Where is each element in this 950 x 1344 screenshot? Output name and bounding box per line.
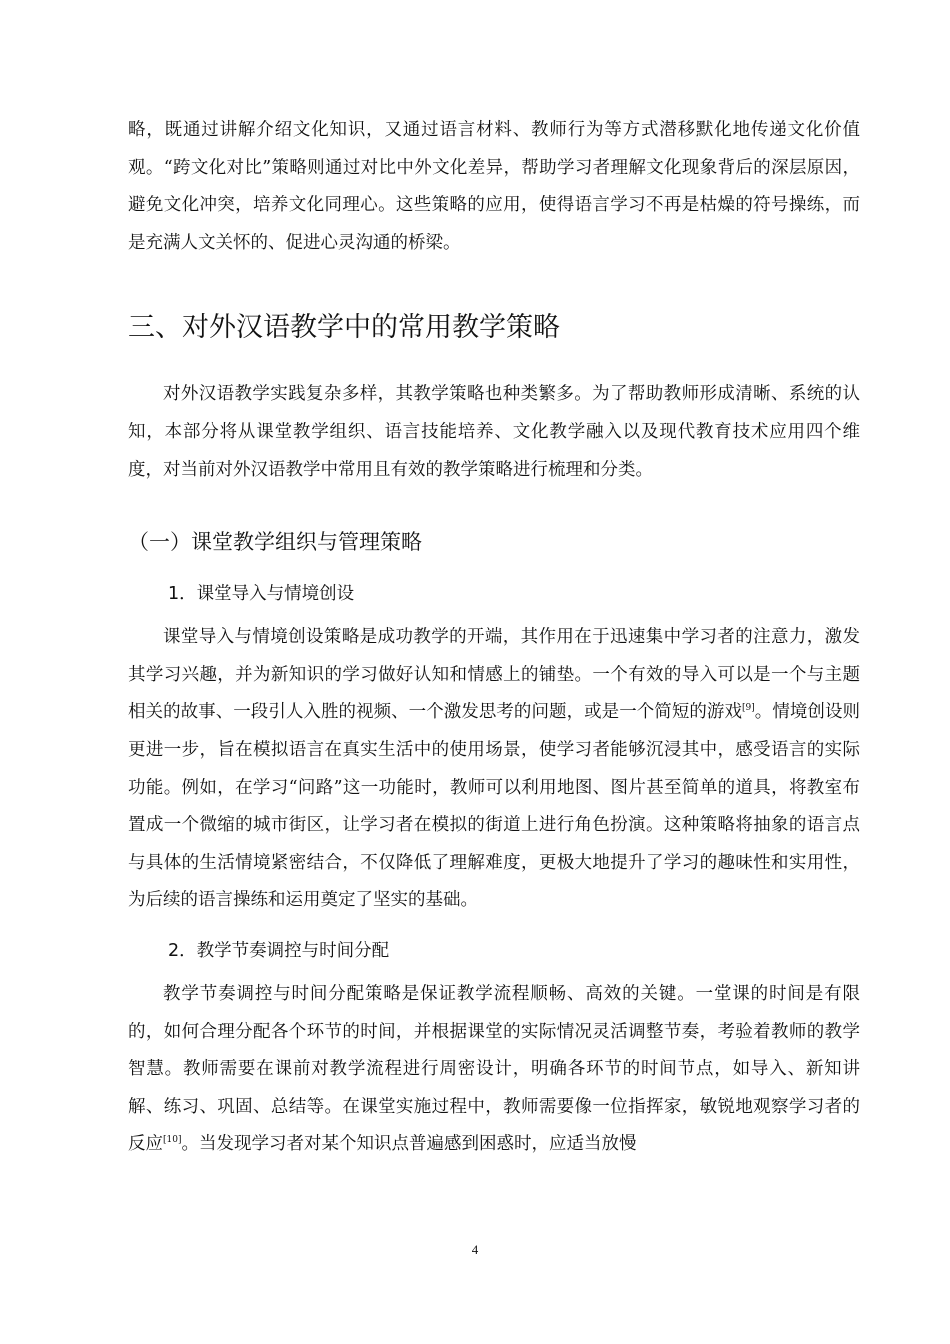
- item2-text-part1: 教学节奏调控与时间分配策略是保证教学流程顺畅、高效的关键。一堂课的时间是有限的，如何合理分配各个环节的时间，并根据课堂的实际情况灵活调整节奏，考验着教师的教学智慧。教师需要在课前对教学流程进行周密设计，明确各环节的时间节点，如导入、新知讲解、练习、巩固、总结等。在课堂实施过程中，教师需要像一位指挥家，敏锐地观察学习者的反应: [128, 983, 860, 1155]
- item1-text-part2: 。情境创设则更进一步，旨在模拟语言在真实生活中的使用场景，使学习者能够沉浸其中，感受语言的实际功能。例如，在学习“问路”这一功能时，教师可以利用地图、图片甚至简单的道具，将教室布置成一个微缩的城市街区，让学习者在模拟的街道上进行角色扮演。这种策略将抽象的语言点与具体的生活情境紧密结合，不仅降低了理解难度，更极大地提升了学习的趣味性和实用性，为后续的语言操练和运用奠定了坚实的基础。: [128, 702, 861, 911]
- item1-paragraph: [128, 619, 860, 920]
- document-page: [128, 112, 860, 1164]
- item-heading-1: 1．课堂导入与情境创设: [168, 584, 355, 605]
- citation-ref-10: [10]: [163, 1135, 182, 1146]
- section-title: 三、对外汉语教学中的常用教学策略: [128, 312, 560, 344]
- section-intro-paragraph: 对外汉语教学实践复杂多样，其教学策略也种类繁多。为了帮助教师形成清晰、系统的认知，本部分将从课堂教学组织、语言技能培养、文化教学融入以及现代教育技术应用四个维度，对当前对外汉语教学中常用且有效的教学策略进行梳理和分类。: [128, 384, 860, 480]
- subsection-title: （一）课堂教学组织与管理策略: [128, 530, 422, 555]
- item2-text-part2: 。当发现学习者对某个知识点普遍感到困惑时，应适当放慢: [181, 1134, 637, 1155]
- item-heading-2: 2．教学节奏调控与时间分配: [168, 940, 390, 961]
- citation-ref-9: [9]: [742, 703, 755, 714]
- intro-paragraph: 略，既通过讲解介绍文化知识，又通过语言材料、教师行为等方式潜移默化地传递文化价值观。“跨文化对比”策略则通过对比中外文化差异，帮助学习者理解文化现象背后的深层原因，避免文化冲突，培养文化同理心。这些策略的应用，使得语言学习不再是枯燥的符号操练，而是充满人文关怀的、促进心灵沟通的桥梁。: [128, 120, 860, 253]
- item2-paragraph: [128, 976, 860, 1164]
- item1-text-part1: 课堂导入与情境创设策略是成功教学的开端，其作用在于迅速集中学习者的注意力，激发其学习兴趣，并为新知识的学习做好认知和情感上的铺垫。一个有效的导入可以是一个与主题相关的故事、一段引人入胜的视频、一个激发思考的问题，或是一个简短的游戏: [128, 627, 860, 723]
- page-number: 4: [471, 1242, 479, 1257]
